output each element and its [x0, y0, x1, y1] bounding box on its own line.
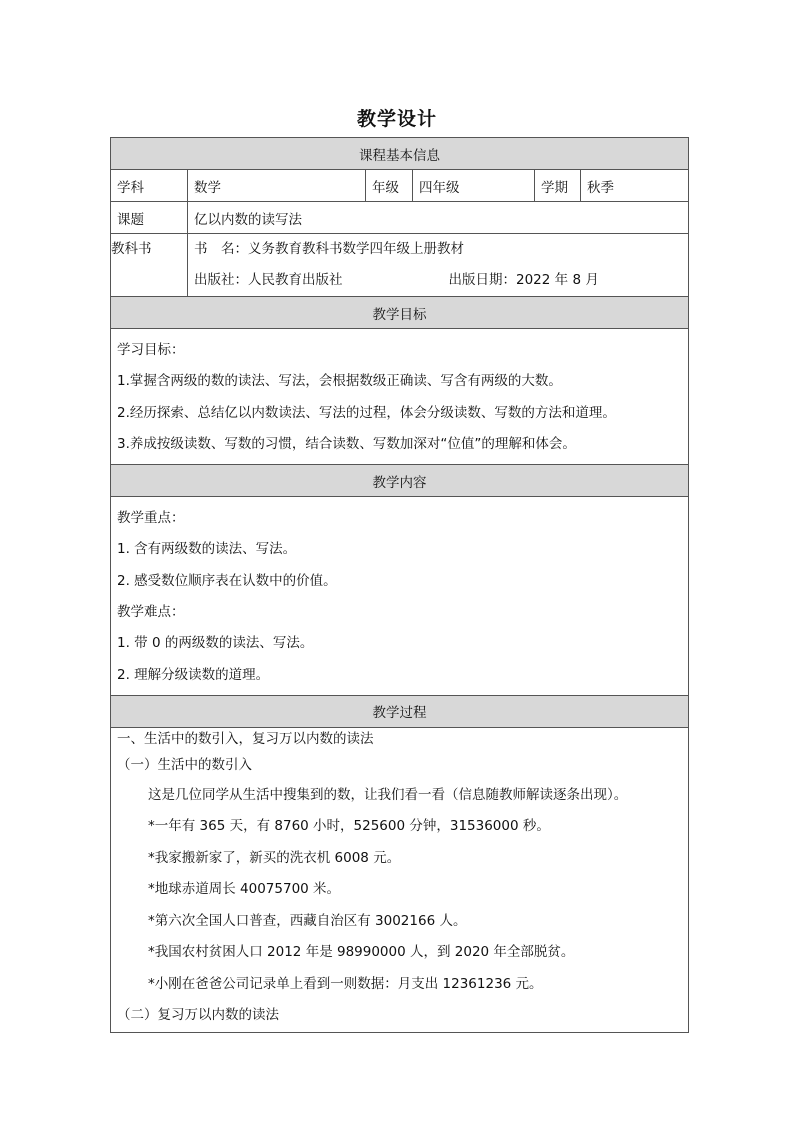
- content-line: 1. 带 0 的两级数的读法、写法。: [117, 635, 314, 652]
- basic-info-header: 课程基本信息: [111, 138, 689, 170]
- topic-label: 课题: [111, 202, 188, 234]
- textbook-label: [111, 234, 188, 297]
- publisher-line: [188, 265, 688, 296]
- process-item: *我国农村贫困人口 2012 年是 98990000 人，到 2020 年全部脱贫。: [148, 944, 575, 961]
- objectives-line: 3.养成按级读数、写数的习惯，结合读数、写数加深对“位值”的理解和体会。: [117, 435, 576, 452]
- objectives-line: 2.经历探索、总结亿以内数读法、写法的过程，体会分级读数、写数的方法和道理。: [117, 404, 616, 421]
- process-subheading: （二）复习万以内数的读法: [117, 1007, 279, 1024]
- objectives-header-row: [111, 297, 689, 329]
- process-subheading: （一）生活中的数引入: [117, 756, 252, 773]
- objectives-line: 学习目标：: [117, 342, 185, 358]
- subject-row: [111, 170, 689, 202]
- content-row: [111, 497, 689, 696]
- process-item: *第六次全国人口普查，西藏自治区有 3002166 人。: [148, 912, 467, 929]
- content-body: [111, 497, 689, 696]
- publication-date: 出版日期：2022 年 8 月: [448, 272, 599, 288]
- basic-info-header-row: [111, 138, 689, 170]
- term-label: 学期: [535, 170, 581, 202]
- process-row: [111, 727, 689, 1032]
- process-intro: 这是几位同学从生活中搜集到的数，让我们看一看（信息随教师解读逐条出现）。: [148, 786, 628, 803]
- process-item: *我家搬新家了，新买的洗衣机 6008 元。: [148, 849, 401, 866]
- textbook-info: [188, 234, 689, 297]
- process-item: *一年有 365 天，有 8760 小时，525600 分钟，31536000 秒。: [148, 818, 550, 835]
- objectives-line: 1.掌握含两级的数的读法、写法，会根据数级正确读、写含有两级的大数。: [117, 373, 562, 390]
- book-name: 书 名：义务教育教科书数学四年级上册教材: [194, 241, 464, 257]
- subject-value: 数学: [188, 170, 366, 202]
- content-line: 1. 含有两级数的读法、写法。: [117, 541, 297, 558]
- process-section-heading: 一、生活中的数引入，复习万以内数的读法: [117, 730, 374, 747]
- objectives-header: 教学目标: [111, 297, 689, 329]
- grade-label: 年级: [366, 170, 413, 202]
- content-header: 教学内容: [111, 465, 689, 497]
- content-header-row: [111, 465, 689, 497]
- subject-label: 学科: [111, 170, 188, 202]
- topic-value: 亿以内数的读写法: [188, 202, 689, 234]
- objectives-body: [111, 329, 689, 465]
- topic-row: [111, 202, 689, 234]
- content-line: 2. 理解分级读数的道理。: [117, 666, 270, 683]
- content-line: 教学重点：: [117, 510, 185, 527]
- content-line: 2. 感受数位顺序表在认数中的价值。: [117, 572, 337, 589]
- content-line: 教学难点：: [117, 604, 185, 621]
- objectives-row: [111, 329, 689, 465]
- process-item: *小刚在爸爸公司记录单上看到一则数据：月支出 12361236 元。: [148, 975, 543, 992]
- document-title: 教学设计: [356, 108, 437, 130]
- grade-value: 四年级: [413, 170, 535, 202]
- process-body: [111, 727, 689, 1032]
- textbook-label-text: 教科书: [111, 241, 152, 257]
- term-value: 秋季: [581, 170, 689, 202]
- process-header-row: [111, 695, 689, 727]
- process-item: *地球赤道周长 40075700 米。: [148, 881, 341, 898]
- lesson-plan-table: [110, 137, 689, 1033]
- process-header: 教学过程: [111, 695, 689, 727]
- publisher: 出版社：人民教育出版社: [194, 272, 343, 288]
- textbook-row: [111, 234, 689, 297]
